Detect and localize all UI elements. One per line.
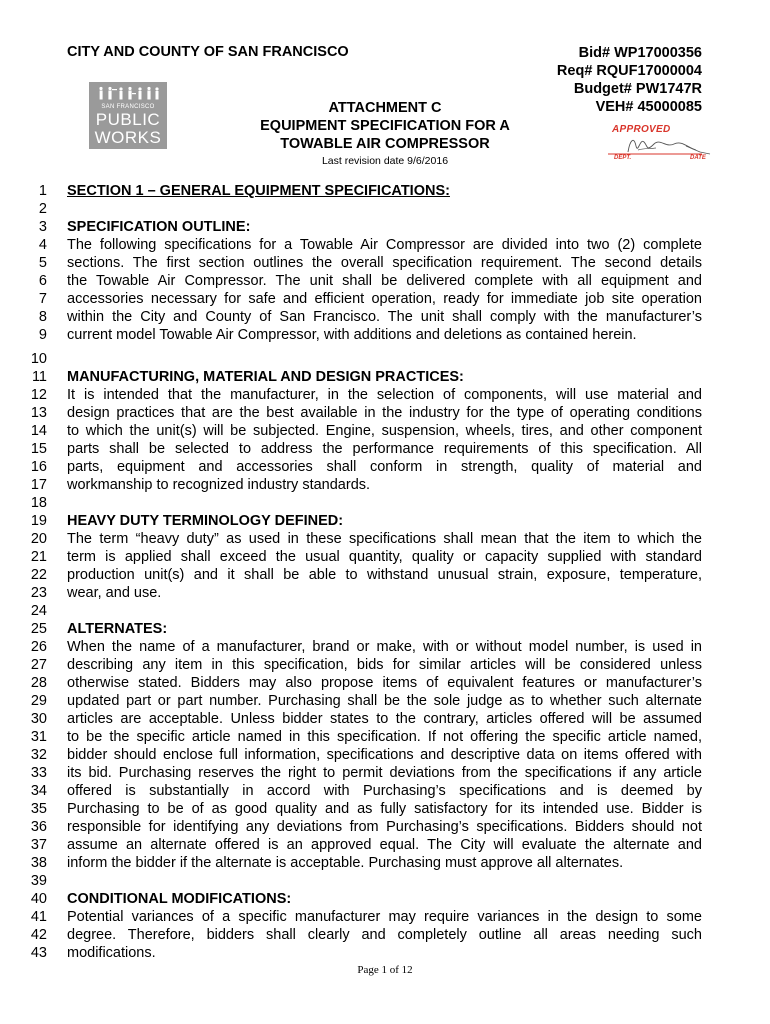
- line-number: 4: [38, 237, 47, 253]
- line-number: 34: [30, 783, 47, 799]
- line-number: 33: [30, 765, 47, 781]
- outline-line: accessories necessary for safe and efficient operation, ready for immediate job site operation: [67, 291, 702, 307]
- line-number: 27: [30, 657, 47, 673]
- alternates-line: When the name of a manufacturer, brand or make, with or without model number, is used in: [67, 639, 702, 655]
- line-number: 38: [30, 855, 47, 871]
- alternates-line: its bid. Purchasing reserves the right to permit deviations from the specifications if any article: [67, 765, 702, 781]
- mfg-line: workmanship to recognized industry standards.: [67, 477, 371, 493]
- line-number: 23: [30, 585, 47, 601]
- line-number: 30: [30, 711, 47, 727]
- line-number: 18: [30, 495, 47, 511]
- line-number: 28: [30, 675, 47, 691]
- alternates-line: otherwise stated. Bidders may also propose items of equivalent features or manufacturer’s: [67, 675, 702, 691]
- date-label: DATE: [690, 155, 706, 161]
- line-number: 43: [30, 945, 47, 961]
- mfg-line: parts, equipment and accessories shall conform in strength, quality of material and: [67, 459, 702, 475]
- line-number: 26: [30, 639, 47, 655]
- line-number: 14: [30, 423, 47, 439]
- mfg-line: to which the unit(s) will be subjected. Engine, suspension, wheels, tires, and other component: [67, 423, 702, 439]
- line-number: 35: [30, 801, 47, 817]
- mfg-line: parts shall be selected to address the performance requirements of this specification. All: [67, 441, 702, 457]
- alternates-line: inform the bidder if the alternate is acceptable. Purchasing must approve all alternates.: [67, 855, 624, 871]
- logo-line-1: PUBLIC: [95, 110, 161, 129]
- req-number: Req# RQUF17000004: [556, 63, 702, 79]
- page-number: Page 1 of 12: [357, 964, 413, 976]
- heavy-duty-line: term is applied shall exceed the usual quantity, quality or capacity supplied with standard: [67, 549, 702, 565]
- approved-label: APPROVED: [612, 124, 671, 135]
- alternates-line: assume an alternate offered is an approved equal. The City will evaluate the alternate and: [67, 837, 702, 853]
- document-title: [230, 99, 540, 153]
- veh-number: VEH# 45000085: [595, 99, 702, 115]
- bid-number: Bid# WP17000356: [578, 45, 702, 61]
- line-number: 41: [30, 909, 47, 925]
- dept-label: DEPT.: [614, 155, 632, 161]
- line-number: 39: [30, 873, 47, 889]
- mfg-line: It is intended that the manufacturer, in the selection of components, will use material and: [67, 387, 702, 403]
- line-number: 2: [38, 201, 47, 217]
- line-number: 20: [30, 531, 47, 547]
- section-heading: SECTION 1 – GENERAL EQUIPMENT SPECIFICATIONS:: [67, 183, 450, 199]
- line-number: 37: [30, 837, 47, 853]
- line-number: 1: [38, 183, 47, 199]
- outline-line: within the City and County of San Francisco. The unit shall comply with the manufacturer’s: [67, 309, 702, 325]
- alternates-line: articles are acceptable. Unless bidder states to the contrary, articles offered will be assumed: [67, 711, 702, 727]
- line-number: 12: [30, 387, 47, 403]
- conditional-line: modifications.: [67, 945, 156, 961]
- alternates-heading: ALTERNATES:: [67, 621, 168, 637]
- line-number: 19: [30, 513, 47, 529]
- outline-heading: SPECIFICATION OUTLINE:: [67, 219, 251, 235]
- line-number: 10: [30, 351, 47, 367]
- line-number: 17: [30, 477, 47, 493]
- mfg-line: design practices that are the best available in the industry for the type of operating conditions: [67, 405, 702, 421]
- approval-stamp: [604, 124, 714, 168]
- spec-title-line-1: EQUIPMENT SPECIFICATION FOR A: [260, 118, 510, 134]
- workers-silhouette-icon: [95, 86, 161, 100]
- outline-line: current model Towable Air Compressor, with additions and deletions as contained herein.: [67, 327, 637, 343]
- alternates-line: offered is substantially in accord with Purchasing’s specifications and is deemed by: [67, 783, 702, 799]
- heavy-duty-line: wear, and use.: [67, 585, 162, 601]
- mfg-heading: MANUFACTURING, MATERIAL AND DESIGN PRACTICES:: [67, 369, 464, 385]
- spec-title-line-2: TOWABLE AIR COMPRESSOR: [280, 136, 490, 152]
- line-number: 24: [30, 603, 47, 619]
- line-number: 11: [31, 369, 47, 385]
- line-number: 29: [30, 693, 47, 709]
- line-number: 22: [30, 567, 47, 583]
- line-number: 3: [38, 219, 47, 235]
- outline-line: The following specifications for a Towable Air Compressor are divided into two (2) complete: [67, 237, 702, 253]
- conditional-heading: CONDITIONAL MODIFICATIONS:: [67, 891, 292, 907]
- line-number: 8: [38, 309, 47, 325]
- attachment-label: ATTACHMENT C: [328, 100, 442, 116]
- line-number: 25: [30, 621, 47, 637]
- line-number: 16: [30, 459, 47, 475]
- alternates-line: to be the specific article named in this specification. If not offering the specific article named,: [67, 729, 702, 745]
- outline-line: the Towable Air Compressor. The unit shall be delivered complete with all equipment and: [67, 273, 702, 289]
- logo-line-2: WORKS: [94, 128, 162, 147]
- line-number: 6: [38, 273, 47, 289]
- conditional-line: degree. Therefore, bidders shall clearly and completely outline all areas needing such: [67, 927, 702, 943]
- line-number: 40: [30, 891, 47, 907]
- heavy-duty-line: production unit(s) and it shall be able to withstand unusual strain, exposure, temperature,: [67, 567, 702, 583]
- alternates-line: Purchasing to be of as good quality and as fully satisfactory for its intended use. Bidder is: [67, 801, 702, 817]
- line-number: 9: [38, 327, 47, 343]
- outline-line: sections. The first section outlines the overall specification requirement. The second details: [67, 255, 702, 271]
- alternates-line: updated part or part number. Purchasing shall be the sole judge as to whether such alternate: [67, 693, 702, 709]
- line-number: 5: [38, 255, 47, 271]
- heavy-duty-line: The term “heavy duty” as used in these specifications shall mean that the item to which the: [67, 531, 702, 547]
- budget-number: Budget# PW1747R: [573, 81, 702, 97]
- line-number: 13: [30, 405, 47, 421]
- public-works-logo: [89, 82, 167, 149]
- conditional-line: Potential variances of a specific manufacturer may require variances in the design to some: [67, 909, 702, 925]
- alternates-line: bidder should enclose full information, specifications and descriptive data on items offered with: [67, 747, 702, 763]
- line-number: 31: [30, 729, 47, 745]
- alternates-line: responsible for identifying any deviations from Purchasing’s specifications. Bidders should not: [67, 819, 702, 835]
- line-number: 42: [30, 927, 47, 943]
- revision-date: Last revision date 9/6/2016: [321, 155, 449, 167]
- organization-name: CITY AND COUNTY OF SAN FRANCISCO: [67, 44, 349, 60]
- heavy-duty-heading: HEAVY DUTY TERMINOLOGY DEFINED:: [67, 513, 344, 529]
- line-number: 32: [30, 747, 47, 763]
- line-number: 36: [30, 819, 47, 835]
- line-number: 15: [30, 441, 47, 457]
- line-number: 21: [30, 549, 47, 565]
- alternates-line: describing any item in this specification, bids for similar articles will be considered unless: [67, 657, 702, 673]
- line-number: 7: [38, 291, 47, 307]
- logo-small-text: SAN FRANCISCO: [101, 104, 155, 110]
